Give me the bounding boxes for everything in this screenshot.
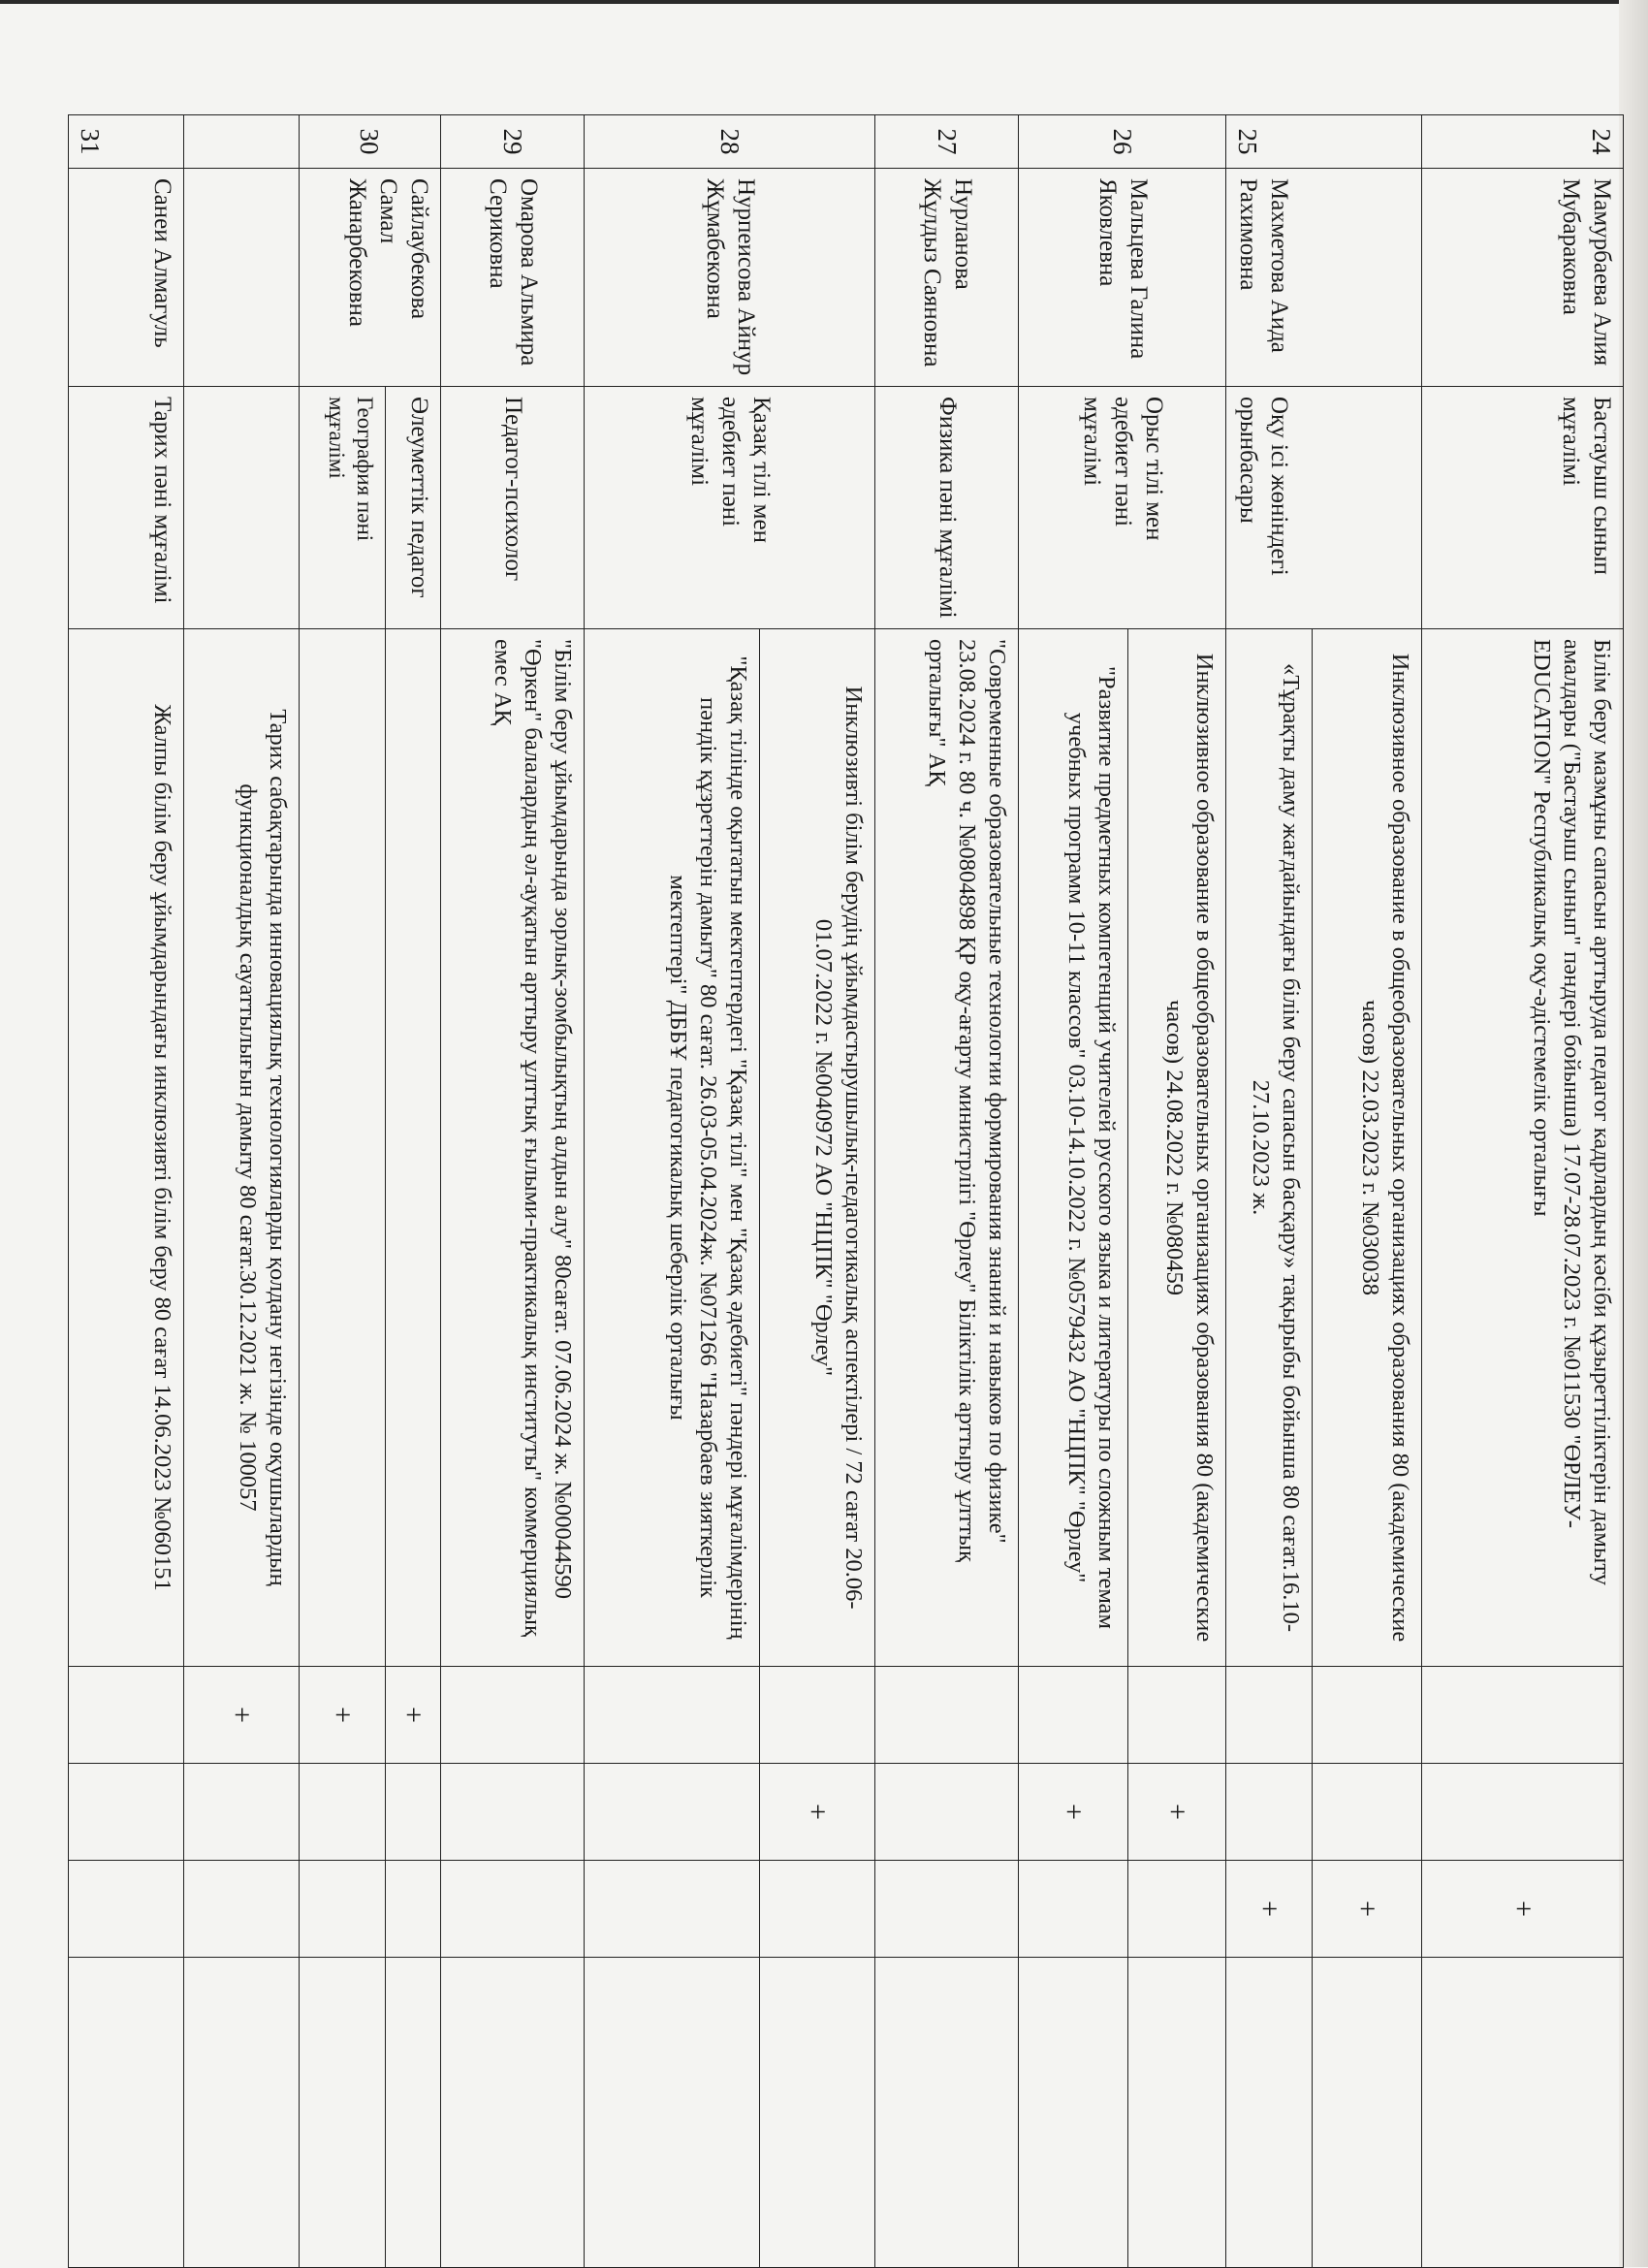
mark-col-4 — [1019, 1958, 1128, 2268]
teacher-name: Нурпеисова Айнур Жұмабековна — [585, 169, 874, 387]
teacher-name: Махметова Аида Рахимовна — [1226, 169, 1422, 387]
table-row-25 — [1313, 115, 1422, 2268]
table-row-30-sub — [299, 115, 385, 2268]
teacher-position: Педагог-психолог — [440, 387, 585, 629]
mark-col-2 — [1313, 1764, 1422, 1861]
mark-col-2 — [69, 1764, 184, 1861]
mark-col-4 — [1422, 1958, 1624, 2268]
teacher-position — [183, 387, 299, 629]
mark-col-4 — [1128, 1958, 1226, 2268]
row-number: 24 — [1422, 115, 1624, 169]
mark-col-3 — [1128, 1861, 1226, 1958]
mark-col-3 — [759, 1861, 874, 1958]
table-row-30 — [385, 115, 440, 2268]
mark-col-3 — [585, 1861, 760, 1958]
mark-col-3 — [385, 1861, 440, 1958]
teacher-position: Әлеуметтік педагог — [385, 387, 440, 629]
mark-col-2: + — [1128, 1764, 1226, 1861]
course-info: "Білім беру ұйымдарында зорлық-зомбылықтың алдын алу" 80сағат. 07.06.2024 ж. №00044590 "Өркен" балалардың әл-ауқатын арттыру ұлттық ғылыми-практикалық институты" коммерциялық емес АҚ — [440, 629, 585, 1667]
table-row-24 — [1422, 115, 1624, 2268]
mark-col-3: + — [1226, 1861, 1313, 1958]
teacher-name: Санеи Алмагуль — [69, 169, 184, 387]
mark-col-2 — [874, 1764, 1019, 1861]
course-info: Жалпы білім беру ұйымдарындағы инклюзивті білім беру 80 сағат 14.06.2023 №060151 — [69, 629, 184, 1667]
teacher-position: Физика пәні мұғалімі — [874, 387, 1019, 629]
mark-col-3: + — [1313, 1861, 1422, 1958]
mark-col-4 — [1313, 1958, 1422, 2268]
course-info: Білім беру мазмұны сапасын арттыруда педагог кадрлардың кәсіби құзыреттіліктерін дамыту амалдары ("Бастауыш сынып" пәндері бойынша) 17.07-28.07.2023 г. №011530 "ӨРЛЕУ-EDUCATION" Республикалық оқу-әдістемелік орталығы — [1422, 629, 1624, 1667]
teacher-name: Омарова Альмира Сериковна — [440, 169, 585, 387]
teacher-name — [183, 169, 299, 387]
teacher-position: Қазақ тілі мен әдебиет пәні мұғалімі — [585, 387, 874, 629]
row-number: 26 — [1019, 115, 1226, 169]
mark-col-4 — [69, 1958, 184, 2268]
mark-col-2: + — [1019, 1764, 1128, 1861]
mark-col-1: + — [183, 1667, 299, 1764]
mark-col-2 — [183, 1764, 299, 1861]
rotated-document-sheet — [68, 114, 1624, 2267]
course-info: "Қазақ тілінде оқытатын мектептердегі "Қазақ тілі" мен "Қазақ әдебиеті" пәндері мұғалімдерінің пәндік құзреттерін дамыту" 80 сағат. 26.03-05.04.2024ж. №071266 "Назарбаев зияткерлік мектептері" ДББҰ педагогикалық шеберлік орталығы — [585, 629, 760, 1667]
course-info: Инклюзивное образование в общеобразовательных организациях образования 80 (академические часов) 22.03.2023 г. №030038 — [1313, 629, 1422, 1667]
course-info: "Развитие предметных компетенций учителей русского языка и литературы по сложным темам учебных программ 10-11 классов" 03.10-14.10.2022 г. №0579432 АО "НЦПК" "Өрлеу" — [1019, 629, 1128, 1667]
mark-col-1 — [1019, 1667, 1128, 1764]
teacher-name: Сайлаубекова Самал Жанарбековна — [299, 169, 440, 387]
mark-col-3: + — [1422, 1861, 1624, 1958]
mark-col-1 — [1226, 1667, 1313, 1764]
table-row-28 — [759, 115, 874, 2268]
mark-col-3 — [440, 1861, 585, 1958]
teacher-position: Орыс тілі мен әдебиет пәні мұғалімі — [1019, 387, 1226, 629]
row-number: 31 — [69, 115, 184, 169]
mark-col-2: + — [759, 1764, 874, 1861]
mark-col-3 — [183, 1861, 299, 1958]
table-row-29 — [440, 115, 585, 2268]
mark-col-2 — [385, 1764, 440, 1861]
table-row-27 — [874, 115, 1019, 2268]
mark-col-1 — [1422, 1667, 1624, 1764]
mark-col-1 — [1313, 1667, 1422, 1764]
mark-col-4 — [874, 1958, 1019, 2268]
table-row-unnumbered — [183, 115, 299, 2268]
mark-col-1 — [759, 1667, 874, 1764]
row-number: 28 — [585, 115, 874, 169]
teacher-position: Бастауыш сынып мұғалімі — [1422, 387, 1624, 629]
mark-col-4 — [183, 1958, 299, 2268]
course-info — [385, 629, 440, 1667]
mark-col-1: + — [385, 1667, 440, 1764]
mark-col-3 — [299, 1861, 385, 1958]
mark-col-1 — [440, 1667, 585, 1764]
mark-col-3 — [874, 1861, 1019, 1958]
mark-col-1 — [69, 1667, 184, 1764]
course-info: «Тұрақты даму жағдайындағы білім беру сапасын басқару» тақырыбы бойынша 80 сағат.16.10-27.10.2023 ж. — [1226, 629, 1313, 1667]
course-info: "Современные образовательные технологии формирования знаний и навыков по физике" 23.08.2024 г. 80 ч. №0804898 ҚР оқу-ағарту министрлігі "Өрлеу" Біліктілік арттыру ұлттық орталығы" АҚ — [874, 629, 1019, 1667]
mark-col-2 — [299, 1764, 385, 1861]
course-info — [299, 629, 385, 1667]
row-number: 25 — [1226, 115, 1422, 169]
mark-col-4 — [759, 1958, 874, 2268]
mark-col-4 — [440, 1958, 585, 2268]
row-number: 30 — [299, 115, 440, 169]
mark-col-1: + — [299, 1667, 385, 1764]
course-info: Тарих сабақтарында инновациялық технологияларды қолдану негізінде оқушылардың функционалдық сауаттылығын дамыту 80 сағат.30.12.2021 ж. № 100057 — [183, 629, 299, 1667]
mark-col-1 — [585, 1667, 760, 1764]
teacher-position: Оқу ісі жөніндегі орынбасары — [1226, 387, 1422, 629]
mark-col-4 — [585, 1958, 760, 2268]
teacher-name: Мамурбаева Алия Мубараковна — [1422, 169, 1624, 387]
mark-col-4 — [1226, 1958, 1313, 2268]
table-row-31 — [69, 115, 184, 2268]
mark-col-4 — [299, 1958, 385, 2268]
table-row-26 — [1128, 115, 1226, 2268]
mark-col-2 — [1422, 1764, 1624, 1861]
mark-col-2 — [585, 1764, 760, 1861]
teacher-name: Нурланова Жұлдыз Саяновна — [874, 169, 1019, 387]
mark-col-1 — [874, 1667, 1019, 1764]
training-courses-table — [68, 114, 1624, 2268]
course-info: Инклюзивное образование в общеобразовательных организациях образования 80 (академические часов) 24.08.2022 г. №080459 — [1128, 629, 1226, 1667]
row-number: 27 — [874, 115, 1019, 169]
row-number — [183, 115, 299, 169]
teacher-position: География пәні мұғалімі — [299, 387, 385, 629]
mark-col-2 — [1226, 1764, 1313, 1861]
row-number: 29 — [440, 115, 585, 169]
teacher-name: Мальцева Галина Яковлевна — [1019, 169, 1226, 387]
course-info: Инклюзивті білім берудің ұйымдастырушылық-педагогикалық аспектілері / 72 сағат 20.06-01.07.2022 г. №0040972 АО "НЦПК" "Өрлеу" — [759, 629, 874, 1667]
mark-col-3 — [69, 1861, 184, 1958]
mark-col-4 — [385, 1958, 440, 2268]
mark-col-3 — [1019, 1861, 1128, 1958]
teacher-position: Тарих пәні мұғалімі — [69, 387, 184, 629]
mark-col-2 — [440, 1764, 585, 1861]
mark-col-1 — [1128, 1667, 1226, 1764]
scan-top-border — [0, 0, 1648, 4]
